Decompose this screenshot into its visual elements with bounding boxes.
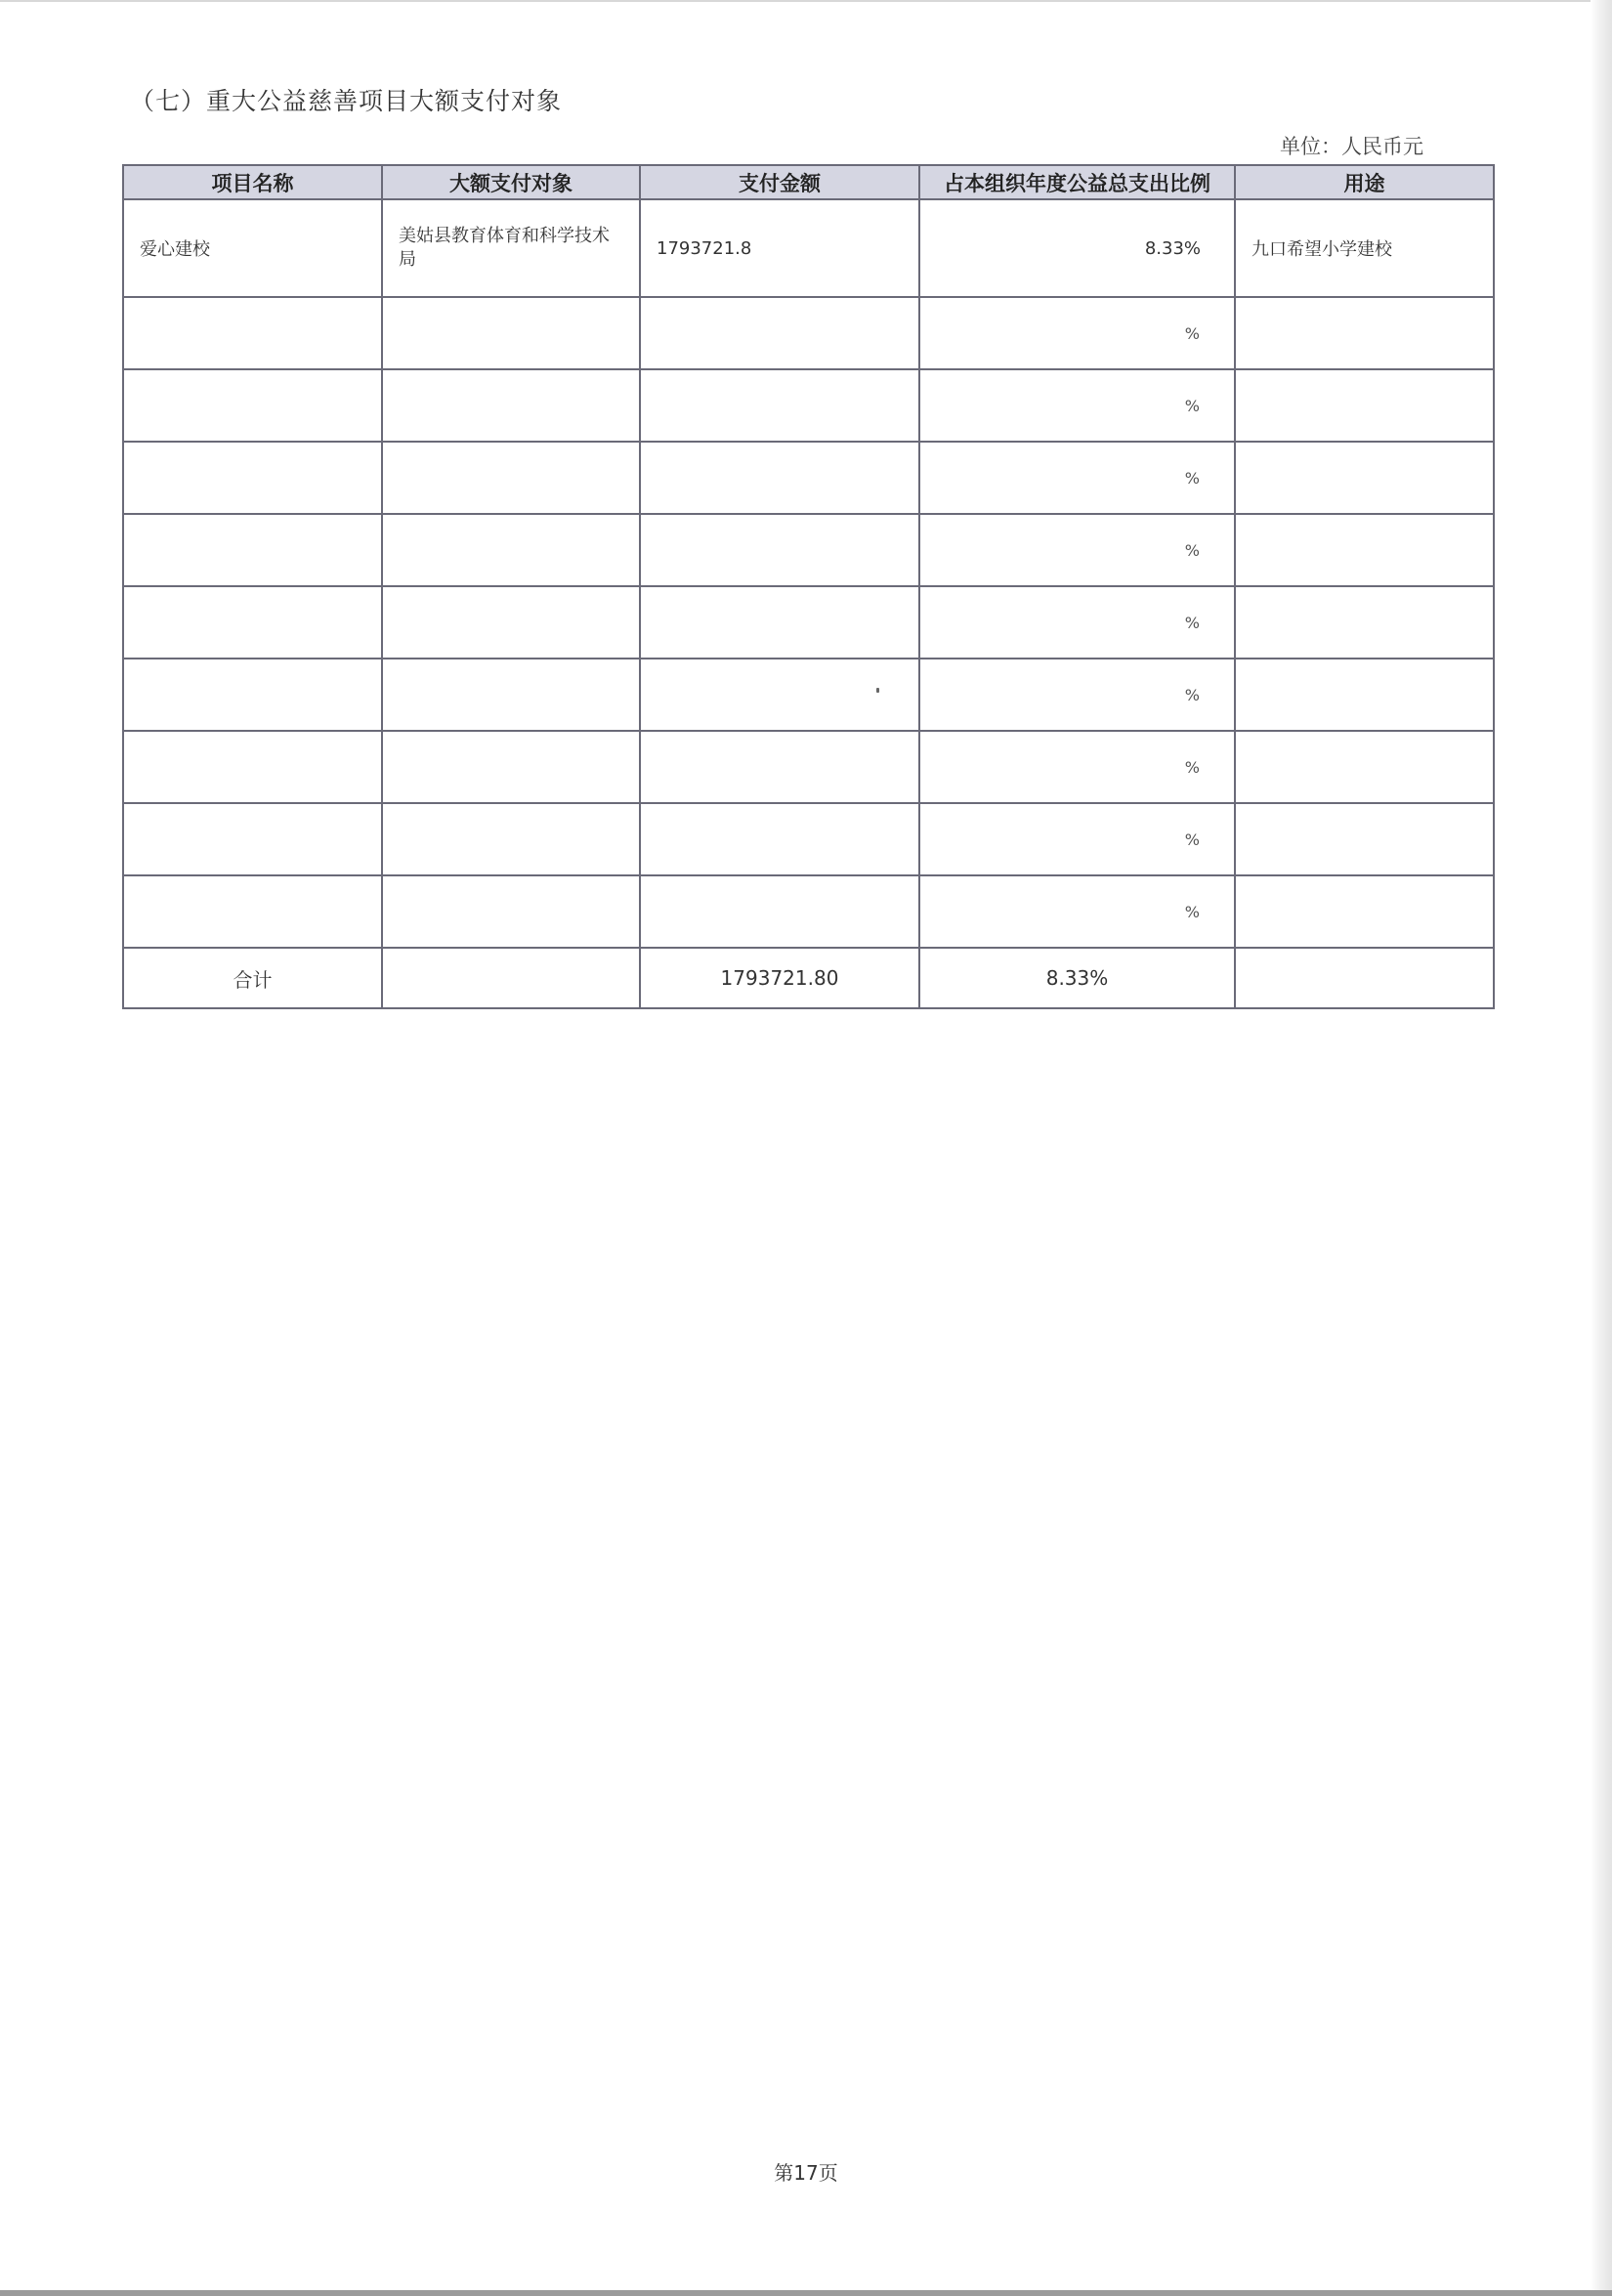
cell-amount	[640, 369, 919, 442]
cell-ratio: %	[919, 803, 1235, 875]
cell-purpose	[1235, 514, 1494, 586]
cell-amount	[640, 442, 919, 514]
table-row	[123, 659, 1494, 731]
cell-amount	[640, 586, 919, 659]
cell-amount	[640, 875, 919, 948]
header-payee: 大额支付对象	[382, 165, 640, 199]
cell-amount	[640, 514, 919, 586]
cell-payee	[382, 659, 640, 731]
cell-amount	[640, 731, 919, 803]
total-ratio: 8.33%	[919, 948, 1235, 1008]
cell-ratio: 8.33%	[919, 199, 1235, 297]
cell-project-name	[123, 297, 382, 369]
cell-amount	[640, 297, 919, 369]
cell-ratio: %	[919, 659, 1235, 731]
cell-amount	[640, 803, 919, 875]
cell-purpose: 九口希望小学建校	[1235, 199, 1494, 297]
cell-ratio: %	[919, 586, 1235, 659]
table-row	[123, 297, 1494, 369]
table-row	[123, 731, 1494, 803]
cell-project-name	[123, 659, 382, 731]
cell-payee	[382, 514, 640, 586]
cell-project-name: 爱心建校	[123, 199, 382, 297]
cell-purpose	[1235, 369, 1494, 442]
cell-ratio: %	[919, 514, 1235, 586]
total-purpose	[1235, 948, 1494, 1008]
cell-amount: 1793721.8	[640, 199, 919, 297]
unit-note: 单位：人民币元	[1280, 135, 1423, 158]
cell-purpose	[1235, 875, 1494, 948]
cell-project-name	[123, 586, 382, 659]
table-row	[123, 875, 1494, 948]
large-payment-table	[122, 164, 1495, 1009]
cell-purpose	[1235, 803, 1494, 875]
total-payee	[382, 948, 640, 1008]
cell-project-name	[123, 875, 382, 948]
cell-payee	[382, 803, 640, 875]
cell-payee	[382, 297, 640, 369]
cell-ratio: %	[919, 731, 1235, 803]
table-total-row	[123, 948, 1494, 1008]
total-label: 合计	[123, 948, 382, 1008]
cell-purpose	[1235, 442, 1494, 514]
cell-payee	[382, 586, 640, 659]
cell-amount	[640, 659, 919, 731]
cell-purpose	[1235, 586, 1494, 659]
cell-project-name	[123, 731, 382, 803]
cell-ratio: %	[919, 297, 1235, 369]
table-header-row	[123, 165, 1494, 199]
table-row	[123, 199, 1494, 297]
header-project-name: 项目名称	[123, 165, 382, 199]
table-row	[123, 803, 1494, 875]
page-number: 第17页	[774, 2161, 838, 2185]
section-title: （七）重大公益慈善项目大额支付对象	[130, 87, 563, 115]
table-row	[123, 369, 1494, 442]
cell-ratio: %	[919, 369, 1235, 442]
cell-payee	[382, 369, 640, 442]
table-row	[123, 442, 1494, 514]
header-purpose: 用途	[1235, 165, 1494, 199]
scan-edge-bottom	[0, 2290, 1612, 2296]
cell-payee	[382, 442, 640, 514]
scan-speck	[876, 688, 879, 693]
cell-payee: 美姑县教育体育和科学技术局	[382, 199, 640, 297]
table-row	[123, 514, 1494, 586]
cell-payee	[382, 731, 640, 803]
cell-payee	[382, 875, 640, 948]
scan-edge-top	[0, 0, 1612, 2]
cell-project-name	[123, 369, 382, 442]
table-row	[123, 586, 1494, 659]
cell-purpose	[1235, 297, 1494, 369]
cell-project-name	[123, 514, 382, 586]
header-amount: 支付金额	[640, 165, 919, 199]
header-ratio: 占本组织年度公益总支出比例	[919, 165, 1235, 199]
cell-project-name	[123, 442, 382, 514]
cell-purpose	[1235, 731, 1494, 803]
total-amount: 1793721.80	[640, 948, 919, 1008]
cell-purpose	[1235, 659, 1494, 731]
cell-ratio: %	[919, 875, 1235, 948]
cell-project-name	[123, 803, 382, 875]
scan-edge-right	[1591, 0, 1612, 2296]
cell-ratio: %	[919, 442, 1235, 514]
